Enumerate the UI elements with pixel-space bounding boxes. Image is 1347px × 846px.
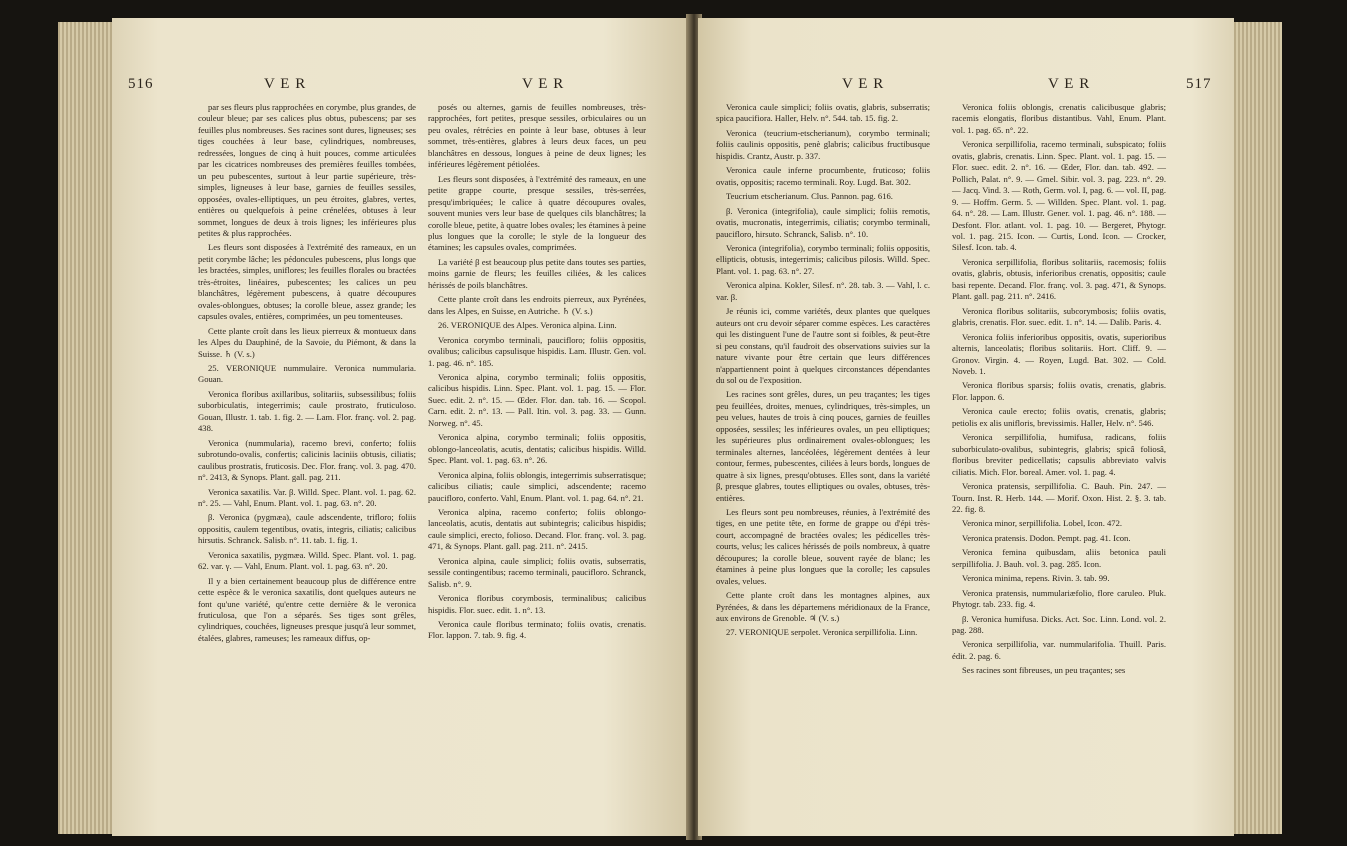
paragraph: Veronica caule erecto; foliis ovatis, crenatis, glabris; petiolis ex alis unifloris, brevissimis. Haller, Helv. n°. 546. [952, 406, 1166, 428]
paragraph: Veronica (nummularia), racemo brevi, conferto; foliis subrotundo-ovalis, confertis; calicinis laciniis obtusis, ciliatis; caulibus prostratis, fruticosis. Dec. Flor. franç. vol. 3. pag. 470. n°. 2413, & Synops. Plant. gall. pag. 211. [198, 437, 416, 483]
paragraph: Veronica floribus solitariis, subcorymbosis; foliis ovatis, glabris, crenatis. Flor. suec. edit. 1. n°. 14. — Dalib. Paris. 4. [952, 305, 1166, 328]
paragraph: Veronica alpina, racemo conferto; foliis oblongo-lanceolatis, acutis, dentatis aut subintegris; calicibus hispidis; caule simplici, erecto, folioso. Decand. Flor. franç. vol. 3. pag. 471, & Synops. Plant. gall. pag. 211. n°. 2415. [428, 506, 646, 552]
paragraph: β. Veronica (pygmæa), caule adscendente, trifloro; foliis oppositis, caulem tegentibus, ovatis, integris, ciliatis; calicibus hirsutis. Schranck. Salisb. n°. 11. tab. 1. fig. 1. [198, 512, 416, 546]
left-column-2 [428, 102, 646, 645]
paragraph: Veronica alpina, caule simplici; foliis ovatis, subserratis, sessile contingentibus; racemo terminali, paucifloro. Schranck, Salisb. n°. 9. [428, 555, 646, 589]
paragraph: Veronica femina quibusdam, aliis betonica pauli serpillifolia. J. Bauh. vol. 3. pag. 285. Icon. [952, 547, 1166, 569]
left-header-b: V E R [522, 76, 565, 92]
paragraph: Je réunis ici, comme variétés, deux plantes que quelques auteurs ont cru devoir séparer comme espèces. Les caractères qui les distinguent l'une de l'autre sont si foibles, & peut-être si peu constans, qu'il faudroit des observations suivies sur la nature vivante pour être certain que leurs différences n'appartiennent point à quelques circonstances dépendantes du sol ou de l'exposition. [716, 306, 930, 385]
paragraph: Cette plante croît dans les lieux pierreux & montueux dans les Alpes du Dauphiné, de la Savoie, du Piémont, & dans la Suisse. ♄ (V. s.) [198, 325, 416, 359]
paragraph: Cette plante croît dans les montagnes alpines, aux Pyrénées, & dans les départemens méridionaux de la France, aux environs de Grenoble. ♃ (V. s.) [716, 590, 930, 624]
paragraph: Veronica foliis oblongis, crenatis calicibusque glabris; racemis elongatis, floribus distantibus. Vahl, Enum. Plant. vol. 1. pag. 65. n°. 22. [952, 102, 1166, 135]
paragraph: Veronica pratensis, nummulariæfolio, flore caruleo. Pluk. Phytogr. tab. 233. fig. 4. [952, 587, 1166, 610]
left-page [112, 18, 690, 836]
paragraph: Les fleurs sont disposées à l'extrémité des rameaux, en un petit corymbe lâche; les pédoncules pubescens, plus longs que les bractées, simples, uniflores; les feuilles florales ou bractées très-étroites, linéaires, pubescentes; les calices un peu blanchâtres, légèrement pubescens, à quatre découpures ovales-oblongues, obtuses; la corolle bleue, assez grande; les capsules ovales, entières, comprimées, un peu tomenteuses. [198, 242, 416, 322]
paragraph: La variété β est beaucoup plus petite dans toutes ses parties, moins garnie de fleurs; les feuilles ciliées, & les calices hérissés de poils blanchâtres. [428, 256, 646, 290]
paragraph: Veronica (teucrium-etscherianum), corymbo terminali; foliis caulinis oppositis, penè glabris; calicibus fructibusque hispidis. Crantz, Austr. p. 337. [716, 127, 930, 161]
paragraph: Veronica saxatilis, pygmæa. Willd. Spec. Plant. vol. 1. pag. 62. var. γ. — Vahl, Enum. Plant. vol. 1. pag. 63. n°. 20. [198, 549, 416, 572]
paragraph: Teucrium etscherianum. Clus. Pannon. pag. 616. [726, 191, 893, 202]
paragraph: Veronica pratensis. Dodon. Pempt. pag. 41. Icon. [962, 532, 1131, 543]
paragraph: Veronica floribus axillaribus, solitariis, subsessilibus; foliis suborbiculatis, integerrimis; caule prostrato, fruticuloso. Gouan, Illustr. 1. tab. 1. fig. 2. — Lam. Flor. franç. vol. 2. pag. 438. [198, 388, 416, 434]
paragraph: Les fleurs sont disposées, à l'extrémité des rameaux, en une petite grappe courte, presque sessiles, très-serrées, presqu'imbriquées; le calice à quatre découpures ovales, souvent munies vers leur base de quelques cils blanchâtres; la corolle bleue, petite, à quatre lobes ovales; les étamines à peine plus longues que la corolle; le style de la longueur des étamines; les capsules ovales, comprimées. [428, 173, 646, 253]
paragraph: Veronica alpina, corymbo terminali; foliis oppositis, calicibus hispidis. Linn. Spec. Plant. vol. 1. pag. 15. — Flor. Suec. edit. 2. n°. 15. — Œder. Flor. dan. tab. 16. — Scopol. Carn. edit. 2. n°. 13. — Pall. Itin. vol. 3. pag. 33. — Gunn. Norweg. n°. 45. [428, 371, 646, 428]
paragraph: Cette plante croît dans les endroits pierreux, aux Pyrénées, dans les Alpes, en Suisse, en Autriche. ♄ (V. s.) [428, 294, 646, 316]
paragraph: Veronica corymbo terminali, paucifloro; foliis oppositis, ovalibus; calicibus capsulisque hispidis. Lam. Illustr. Gen. vol. 1. pag. 46. n°. 185. [428, 334, 646, 368]
right-header-a: V E R [842, 76, 885, 92]
paragraph: Il y a bien certainement beaucoup plus de différence entre cette espèce & le veronica saxatilis, dont quelques auteurs ne font qu'une variété, qu'entre cette dernière & le veronica fruticulosa, que l'on a séparés. Ses tiges sont grêles, cylindriques, couchées, ligneuses presque jusqu'à leur sommet, étalées, glabres, rameuses; les rameaux diffus, op- [198, 575, 416, 643]
paragraph: Veronica caule simplici; foliis ovatis, glabris, subserratis; spica paucifiora. Haller, Helv. n°. 544. tab. 15. fig. 2. [716, 102, 930, 124]
paragraph: Veronica caule inferne procumbente, fruticoso; foliis ovatis, oppositis; racemo terminali. Roy. Lugd. Bat. 302. [716, 165, 930, 187]
paragraph: Veronica serpillifolia, racemo terminali, subspicato; foliis ovatis, glabris, crenatis. Linn. Spec. Plant. vol. 1. pag. 15. — Flor. suec. edit. 2. n°. 16. — Œder, Flor. dan. tab. 492. — Pollich, Palat. n°. 9. — Gmel. Sibir. vol. 3. pag. 223. n°. 29. — Jacq. Vind. 3. — Roth, Germ. vol. I, pag. 6. — vol. II, pag. 9. — Hoffm. Germ. 5. — Willden. Spec. Plant. vol. 1. pag. 64. n°. 28. — Lam. Illustr. Gener. vol. 1. pag. 46. n°. 188. — Desfont. Flor. atlant. vol. 1. pag. 10. — Bergeret, Phytogr. vol. 1. pag. 215. Icon. — Curtis, Lond. Icon. — Crocker, Silesf. Icon. tab. 4. [952, 139, 1166, 253]
paragraph: Veronica alpina. Kokler, Silesf. n°. 28. tab. 3. — Vahl, l. c. var. β. [716, 280, 930, 302]
paragraph: posés ou alternes, garnis de feuilles nombreuses, très-rapprochées, fort petites, presque sessiles, orbiculaires ou un peu ovales, rétrécies en pointe à leur base, obtuses à leur sommet, très-entières, glabres à leurs deux faces, un peu blanchâtres en dessous, longues à peine de deux lignes; les inférieures légèrement pétiolées. [428, 102, 646, 170]
paragraph: Veronica pratensis, serpillifolia. C. Bauh. Pin. 247. — Tourn. Inst. R. Herb. 144. — Morif. Oxon. Hist. 2. §. 3. tab. 22. fig. 8. [952, 481, 1166, 514]
right-column-1 [716, 102, 930, 642]
right-page-number: 517 [1186, 76, 1212, 92]
paragraph: par ses fleurs plus rapprochées en corymbe, plus grandes, de couleur bleue; par ses calices plus obtus, pubescens; par ses feuilles plus nombreuses. Ses racines sont dures, ligneuses; ses tiges couchées à leur base, cylindriques, nombreuses, redressées, longues de cinq à huit pouces, comme articulées par les cicatrices nombreuses des premières feuilles tombées, un peu pubescentes, surtout à leur partie supérieure, très-simples, ligneuses à leur base, garnies de feuilles sessiles, opposées, ovales-elliptiques, un peu étroites, glabres, vertes, entières ou quelquefois à peine crénelées, obtuses à leur sommet, longues de deux à trois lignes; les inférieures plus petites & plus rapprochées. [198, 102, 416, 238]
paragraph: Veronica foliis inferioribus oppositis, ovatis, superioribus alternis, lanceolatis; floribus solitariis. Hort. Cliff. 9. — Gronov. Virgin. 4. — Royen, Lugd. Bat. 302. — Cold. Noveb. 1. [952, 331, 1166, 376]
paragraph: 27. VERONIQUE serpolet. Veronica serpillifolia. Linn. [726, 627, 918, 638]
left-header-a: V E R [264, 76, 307, 92]
right-page [698, 18, 1234, 836]
paragraph: Veronica serpillifolia, floribus solitariis, racemosis; foliis ovatis, glabris, obtusis, inferioribus crenatis, oppositis; caule basi repente. Decand. Flor. franç. vol. 3. pag. 471, & Synops. Plant. gall. pag. 211. n°. 2416. [952, 256, 1166, 302]
paragraph: Veronica minor, serpillifolia. Lobel, Icon. 472. [962, 518, 1123, 529]
right-column-2 [952, 102, 1166, 680]
paragraph: Veronica serpillifolia, humifusa, radicans, foliis suborbiculato-ovalibus, subintegris, glabris; spicâ foliosâ, floribus breviter pedicellatis; capsulis abbreviato valvis ciliatis. Mich. Flor. boreal. Amer. vol. 1. pag. 4. [952, 432, 1166, 477]
paragraph: Veronica saxatilis. Var. β. Willd. Spec. Plant. vol. 1. pag. 62. n°. 25. — Vahl, Enum. Plant. vol. 1. pag. 63. n°. 20. [198, 486, 416, 508]
paragraph: 25. VERONIQUE nummulaire. Veronica nummularia. Gouan. [198, 362, 416, 385]
right-header-b: V E R [1048, 76, 1091, 92]
paragraph: Veronica alpina, corymbo terminali; foliis oppositis, oblongo-lanceolatis, acutis, dentatis; calicibus hispidis. Willd. Spec. Plant. vol. 1. pag. 63. n°. 26. [428, 432, 646, 466]
paragraph: Les racines sont grêles, dures, un peu traçantes; les tiges peu feuillées, droites, menues, cylindriques, très-simples, un peu velues, hautes de trois à cinq pouces, garnies de feuilles opposées, sessiles; les inférieures ovales, un peu elliptiques; les supérieures plus ordinairement ovales-oblongues; les terminales alternes, lancéolées, légèrement dentées à leur contour, fermes, pubescentes, ciliées à leurs bords, longues de quatre à six lignes, presqu'obtuses. Elles sont, dans la variété β, presque glabres, toutes elliptiques ou ovales, obtuses, très-entières. [716, 389, 930, 503]
right-page-edges [1232, 22, 1282, 834]
paragraph: Veronica floribus corymbosis, terminalibus; calicibus hispidis. Flor. suec. edit. 1. n°. 13. [428, 593, 646, 615]
paragraph: β. Veronica (integrifolia), caule simplici; foliis remotis, ovatis, mucronatis, integerrimis, ciliatis; corymbo terminali, paucifloro, hirsuto. Schranck, Salisb. n°. 10. [716, 205, 930, 239]
left-page-number: 516 [128, 76, 154, 92]
paragraph: Ses racines sont fibreuses, un peu traçantes; ses [962, 665, 1126, 676]
left-page-edges [58, 22, 114, 834]
paragraph: 26. VERONIQUE des Alpes. Veronica alpina. Linn. [438, 320, 617, 331]
paragraph: Veronica caule floribus terminato; foliis ovatis, crenatis. Flor. lappon. 7. tab. 9. fig. 4. [428, 619, 646, 641]
paragraph: Veronica minima, repens. Rivin. 3. tab. 99. [962, 573, 1110, 584]
paragraph: Les fleurs sont peu nombreuses, réunies, à l'extrémité des tiges, en une petite tête, en forme de grappe ou d'épi très-court, accompagné de bractées ovales; les pédicelles très-courts, velus; les calices hérissés de poils nombreux, à quatre découpures; la corolle bleue, souvent rayée de blanc; les étamines à peine plus longues que la corolle; les capsules ovales, velues. [716, 506, 930, 586]
paragraph: Veronica floribus sparsis; foliis ovatis, crenatis, glabris. Flor. lappon. 6. [952, 380, 1166, 402]
paragraph: β. Veronica humifusa. Dicks. Act. Soc. Linn. Lond. vol. 2. pag. 288. [952, 613, 1166, 636]
paragraph: Veronica alpina, foliis oblongis, integerrimis subserratisque; calicibus ciliatis; caule simplici, adscendente; racemo paucifloro, conferto. Vahl, Enum. Plant. vol. 1. pag. 64. n°. 21. [428, 469, 646, 503]
paragraph: Veronica (integrifolia), corymbo terminali; foliis oppositis, ellipticis, obtusis, integerrimis; calicibus pilosis. Willd. Spec. Plant. vol. 1. pag. 63. n°. 27. [716, 242, 930, 276]
left-column-1 [198, 102, 416, 647]
paragraph: Veronica serpillifolia, var. nummularifolia. Thuill. Paris. édit. 2. pag. 6. [952, 639, 1166, 661]
